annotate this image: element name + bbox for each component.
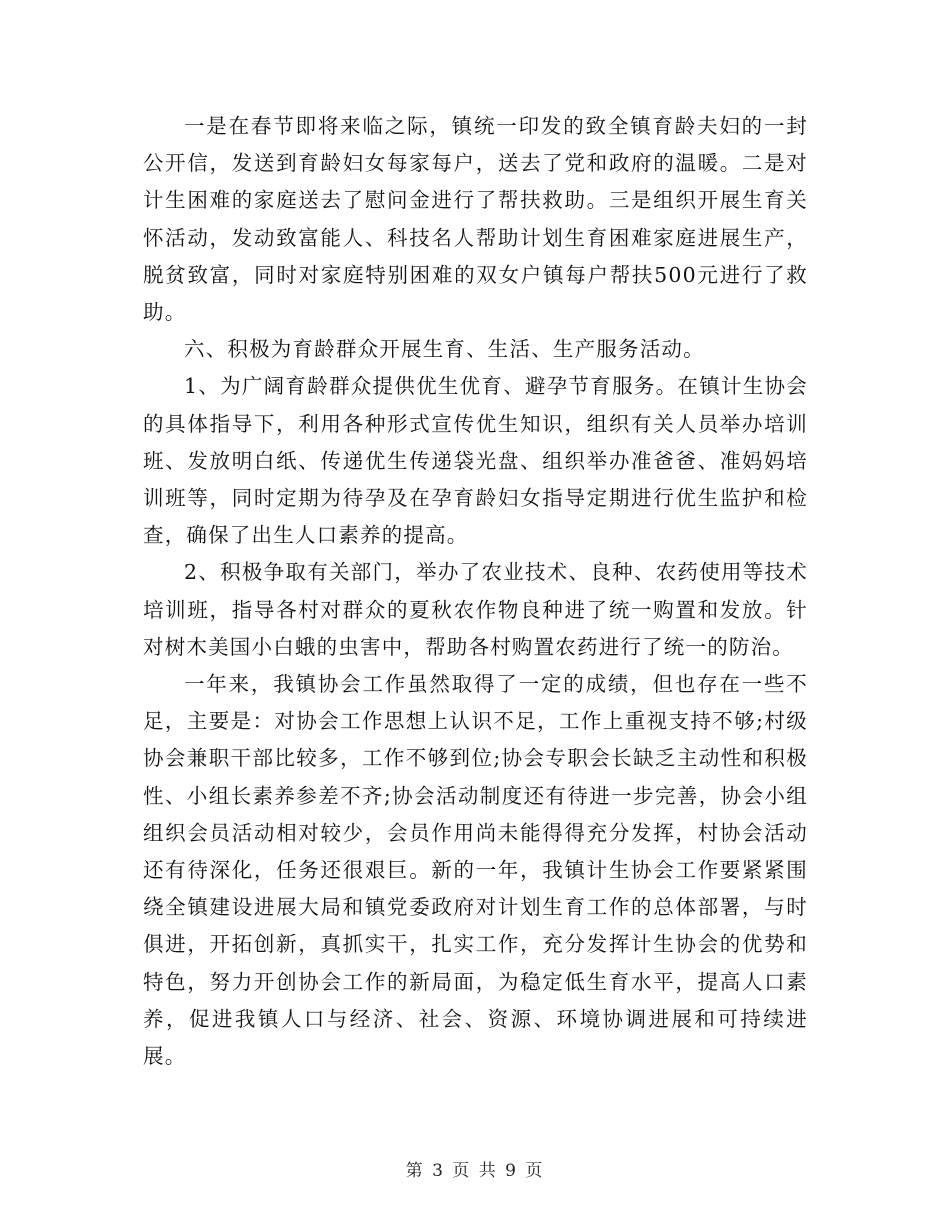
- paragraph-section-six-heading: 六、积极为育龄群众开展生育、生活、生产服务活动。: [184, 337, 705, 362]
- paragraph-spring-festival-care: 一是在春节即将来临之际，镇统一印发的致全镇育龄夫妇的一封公开信，发送到育龄妇女每家每户，送去了党和政府的温暖。二是对计生困难的家庭送去了慰问金进行了帮扶救助。三是组织开展生育关怀活动，发动致富能人、科技名人帮助计划生育困难家庭进展生产，脱贫致富，同时对家庭特别困难的双女户镇每户帮扶500元进行了救助。: [143, 114, 808, 325]
- page-number-footer: 第 3 页 共 9 页: [405, 1161, 545, 1181]
- paragraph-item-2-agri-training: 2、积极争取有关部门，举办了农业技术、良种、农药使用等技术培训班，指导各村对群众的夏秋农作物良种进了统一购置和发放。针对树木美国小白蛾的虫害中，帮助各村购置农药进行了统一的防治。: [143, 560, 808, 659]
- paragraph-item-1-eugenics-service: 1、为广阔育龄群众提供优生优育、避孕节育服务。在镇计生协会的具体指导下，利用各种形式宣传优生知识，组织有关人员举办培训班、发放明白纸、传递优生传递袋光盘、组织举办准爸爸、准妈妈培训班等，同时定期为待孕及在孕育龄妇女指导定期进行优生监护和检查，确保了出生人口素养的提高。: [143, 374, 808, 548]
- document-body: [143, 108, 808, 1075]
- paragraph-annual-summary: 一年来，我镇协会工作虽然取得了一定的成绩，但也存在一些不足，主要是：对协会工作思想上认识不足，工作上重视支持不够;村级协会兼职干部比较多，工作不够到位;协会专职会长缺乏主动性和积极性、小组长素养参差不齐;协会活动制度还有待进一步完善，协会小组组织会员活动相对较少，会员作用尚未能得得充分发挥，村协会活动还有待深化，任务还很艰巨。新的一年，我镇计生协会工作要紧紧围绕全镇建设进展大局和镇党委政府对计划生育工作的总体部署，与时俱进，开拓创新，真抓实干，扎实工作，充分发挥计生协会的优势和特色，努力开创协会工作的新局面，为稳定低生育水平，提高人口素养，促进我镇人口与经济、社会、资源、环境协调进展和可持续进展。: [143, 672, 808, 1069]
